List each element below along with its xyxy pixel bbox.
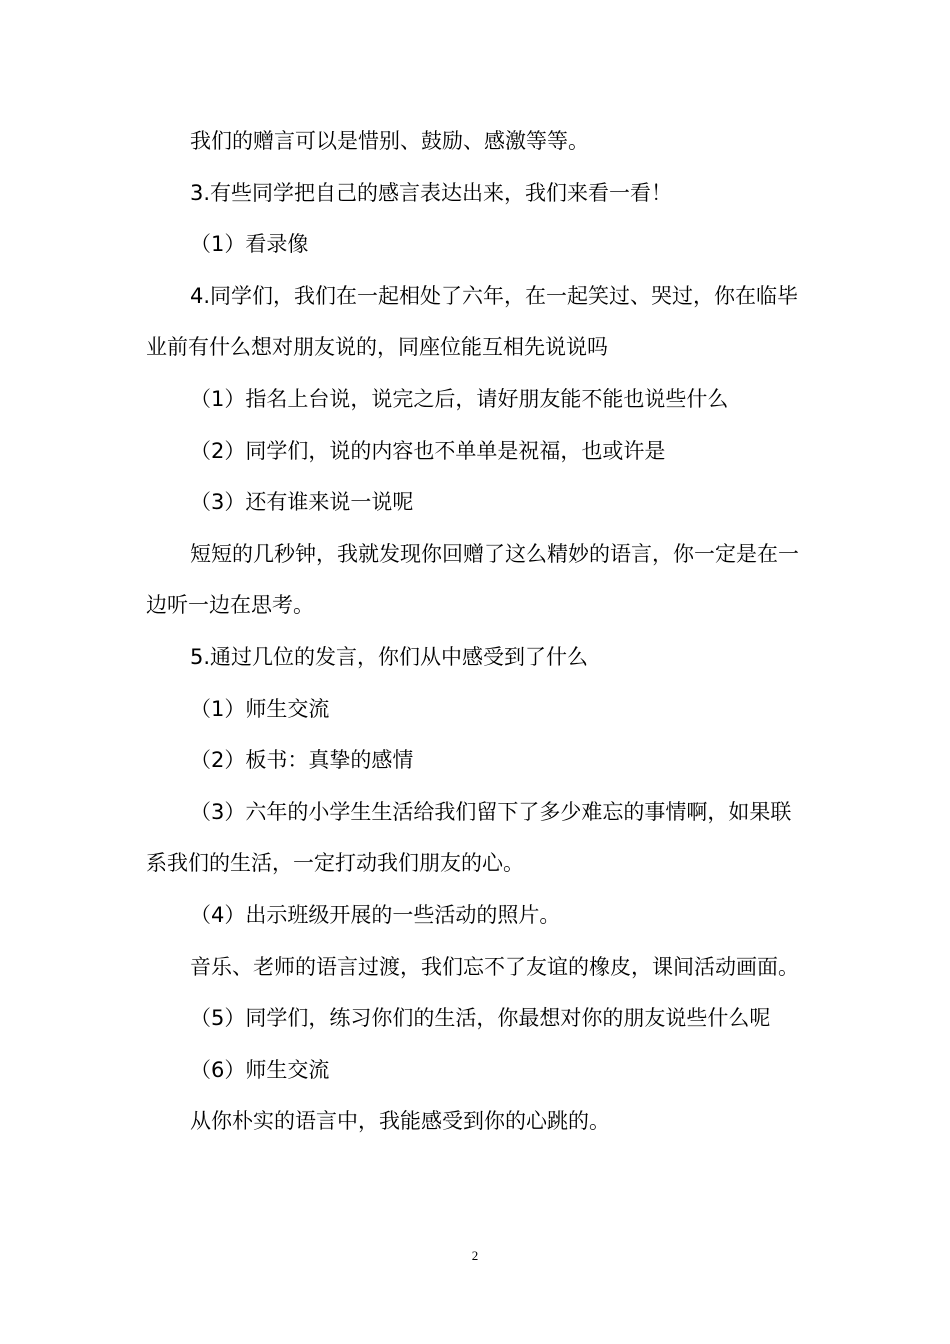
paragraph: 3.有些同学把自己的感言表达出来，我们来看一看！ — [190, 180, 673, 205]
document-body — [146, 116, 810, 1148]
paragraph: （2）板书：真挚的感情 — [190, 748, 414, 773]
paragraph: 短短的几秒钟，我就发现你回赠了这么精妙的语言，你一定是在一边听一边在思考。 — [146, 541, 799, 618]
paragraph: （3）六年的小学生生活给我们留下了多少难忘的事情啊，如果联系我们的生活，一定打动我们朋友的心。 — [146, 799, 792, 876]
paragraph: （5）同学们，练习你们的生活，你最想对你的朋友说些什么呢 — [190, 1006, 771, 1031]
paragraph: 5.通过几位的发言，你们从中感受到了什么 — [190, 644, 589, 669]
paragraph: （1）师生交流 — [190, 696, 330, 721]
paragraph: （1）看录像 — [190, 232, 309, 257]
paragraph: （6）师生交流 — [190, 1057, 330, 1082]
paragraph: （3）还有谁来说一说呢 — [190, 490, 414, 515]
paragraph: 我们的赠言可以是惜别、鼓励、感激等等。 — [190, 129, 589, 153]
page-number: 2 — [471, 1248, 479, 1263]
paragraph: 4.同学们，我们在一起相处了六年，在一起笑过、哭过，你在临毕业前有什么想对朋友说的，同座位能互相先说说吗 — [146, 283, 799, 360]
paragraph: （4）出示班级开展的一些活动的照片。 — [190, 902, 561, 927]
paragraph: （1）指名上台说，说完之后，请好朋友能不能也说些什么 — [190, 386, 729, 411]
paragraph: 从你朴实的语言中，我能感受到你的心跳的。 — [190, 1109, 610, 1134]
paragraph: 音乐、老师的语言过渡，我们忘不了友谊的橡皮，课间活动画面。 — [190, 954, 799, 979]
paragraph: （2）同学们，说的内容也不单单是祝福，也或许是 — [190, 438, 666, 463]
